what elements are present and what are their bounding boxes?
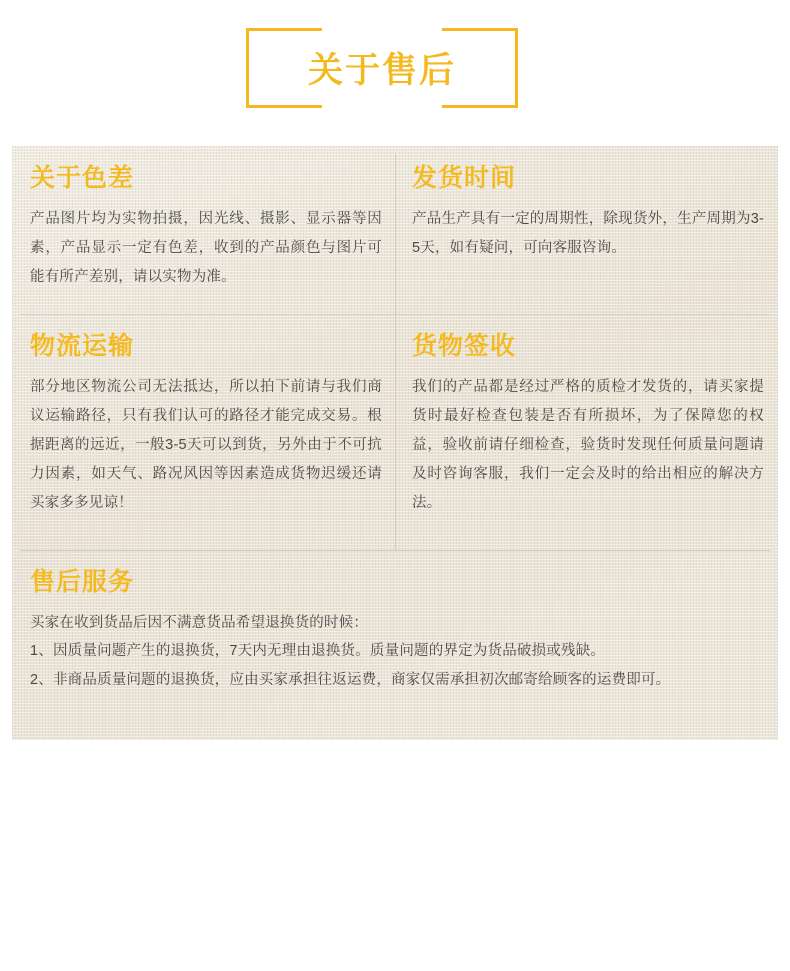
section-color-difference <box>30 166 382 292</box>
section-shipping-time <box>412 166 764 263</box>
section-body: 部分地区物流公司无法抵达，所以拍下前请与我们商议运输路径，只有我们认可的路径才能完成交易。根据距离的远近，一般3-5天可以到货，另外由于不可抗力因素，如天气、路况风因等因素造成货物迟缓还请买家多多见谅！ <box>30 379 382 511</box>
section-after-sales-service <box>30 570 764 694</box>
section-body: 产品生产具有一定的周期性，除现货外，生产周期为3-5天，如有疑问，可向客服咨询。 <box>412 211 764 256</box>
section-goods-receipt <box>412 334 764 518</box>
section-body: 我们的产品都是经过严格的质检才发货的，请买家提货时最好检查包装是否有所损坏，为了保障您的权益，验收前请仔细检查，验货时发现任何质量问题请及时咨询客服，我们一定会及时的给出相应的解决方法。 <box>412 379 764 511</box>
after-sales-item: 2、非商品质量问题的退换货，应由买家承担往返运费，商家仅需承担初次邮寄给顾客的运费即可。 <box>30 671 671 688</box>
page-title: 关于售后 <box>307 51 456 90</box>
content-panel <box>12 146 778 740</box>
section-title: 关于色差 <box>30 164 135 192</box>
divider-vertical-bottom <box>395 314 396 550</box>
after-sales-item: 1、因质量问题产生的退换货，7天内无理由退换货。质量问题的界定为货品破损或残缺。 <box>30 643 606 660</box>
section-logistics <box>30 334 382 518</box>
section-title: 物流运输 <box>30 332 135 360</box>
section-title: 发货时间 <box>412 164 517 192</box>
after-sales-lead: 买家在收到货品后因不满意货品希望退换货的时候： <box>30 615 369 631</box>
divider-horizontal-lower <box>20 550 770 551</box>
section-body: 产品图片均为实物拍摄，因光线、摄影、显示器等因素，产品显示一定有色差，收到的产品颜色与图片可能有所产差别，请以实物为准。 <box>30 211 382 285</box>
section-title: 货物签收 <box>412 332 517 360</box>
page-header <box>0 0 790 146</box>
section-title: 售后服务 <box>30 568 135 596</box>
footer-whitespace <box>0 740 790 971</box>
after-sales-list <box>30 609 764 694</box>
